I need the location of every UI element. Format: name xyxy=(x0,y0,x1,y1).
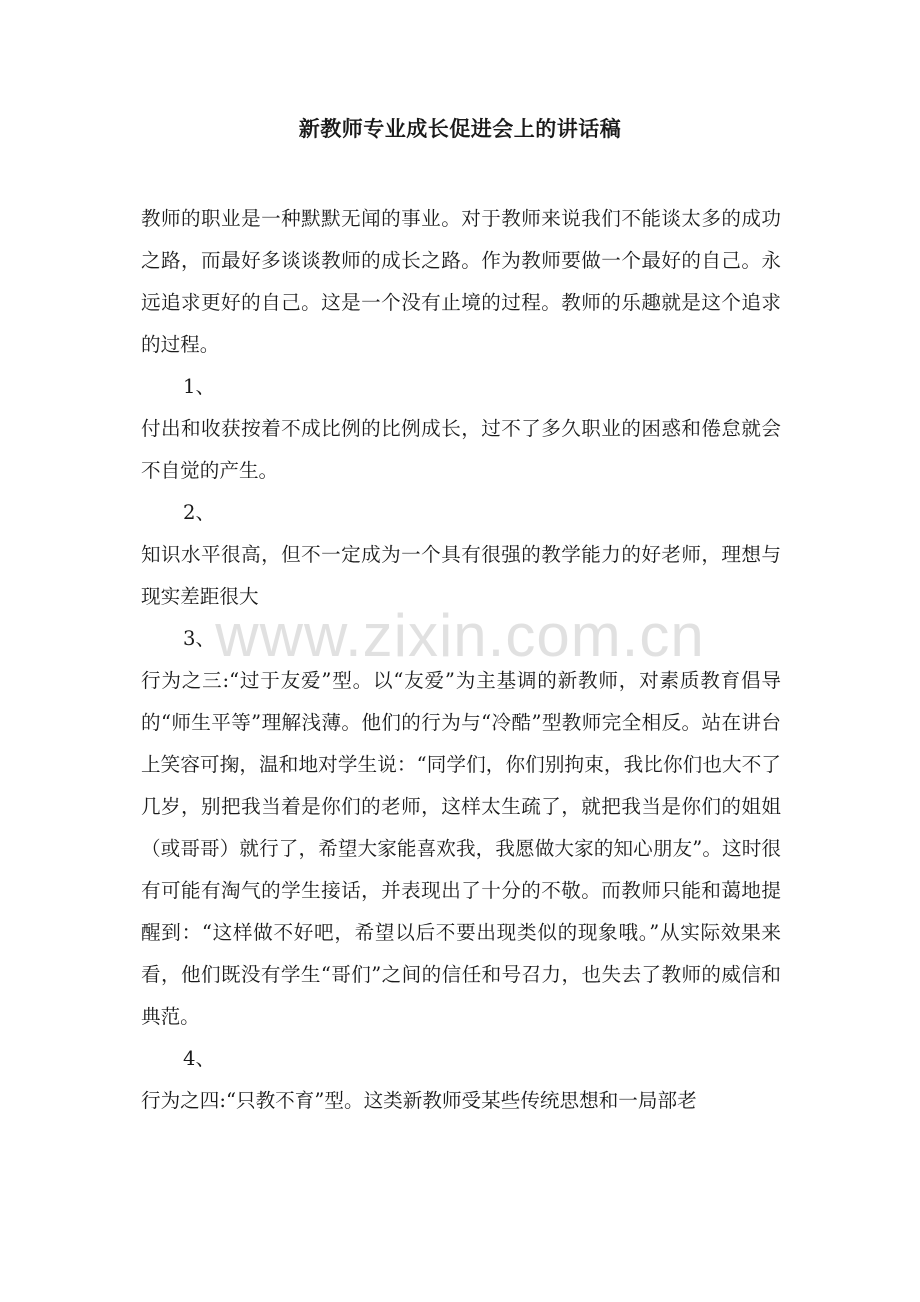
section-paragraph-2: 知识水平很高，但不一定成为一个具有很强的教学能力的好老师，理想与现实差距很大 xyxy=(141,543,781,608)
section-number-2: 2、 xyxy=(183,501,216,524)
watermark: www.zixin.com.cn xyxy=(215,602,705,669)
section-number-1: 1、 xyxy=(183,375,216,398)
document-title: 新教师专业成长促进会上的讲话稿 xyxy=(298,116,622,141)
section-number-4: 4、 xyxy=(183,1047,216,1070)
document-body xyxy=(141,198,781,1122)
section-paragraph-4: 行为之四:“只教不育”型。这类新教师受某些传统思想和一局部老 xyxy=(141,1089,697,1112)
section-paragraph-3: 行为之三:“过于友爱”型。以“友爱”为主基调的新教师，对素质教育倡导的“师生平等”理解浅薄。他们的行为与“冷酷”型教师完全相反。站在讲台上笑容可掬，温和地对学生说：“同学们，你们别拘束，我比你们也大不了几岁，别把我当着是你们的老师，这样太生疏了，就把我当是你们的姐姐（或哥哥）就行了，希望大家能喜欢我，我愿做大家的知心朋友”。这时很有可能有淘气的学生接话，并表现出了十分的不敬。而教师只能和蔼地提醒到：“这样做不好吧，希望以后不要出现类似的现象哦。”从实际效果来看，他们既没有学生“哥们”之间的信任和号召力，也失去了教师的威信和典范。 xyxy=(141,669,781,1028)
intro-paragraph: 教师的职业是一种默默无闻的事业。对于教师来说我们不能谈太多的成功之路，而最好多谈谈教师的成长之路。作为教师要做一个最好的自己。永远追求更好的自己。这是一个没有止境的过程。教师的乐趣就是这个追求的过程。 xyxy=(141,207,781,356)
section-paragraph-1: 付出和收获按着不成比例的比例成长，过不了多久职业的困惑和倦怠就会不自觉的产生。 xyxy=(141,417,781,482)
section-number-3: 3、 xyxy=(183,627,216,650)
